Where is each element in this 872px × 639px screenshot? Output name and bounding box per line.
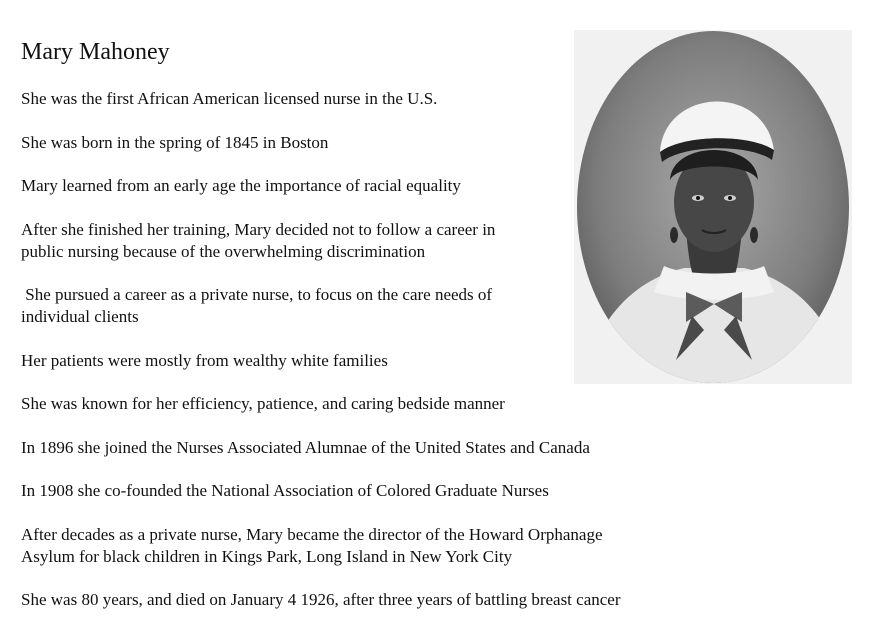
fact-item: After she finished her training, Mary decided not to follow a career in public nursing because of the overwhelming discrimination [21,219,496,261]
pupil-left [696,196,700,200]
fact-item: She pursued a career as a private nurse, to focus on the care needs of individual clients [21,285,493,326]
portrait-photo [574,30,852,384]
fact-item: In 1908 she co-founded the National Association of Colored Graduate Nurses [21,481,549,500]
fact-item: She was 80 years, and died on January 4 1926, after three years of battling breast cancer [21,590,621,609]
fact-item: After decades as a private nurse, Mary became the director of the Howard Orphanage Asylum for black children in Kings Park, Long Island in New York City [21,524,603,566]
pupil-right [728,196,732,200]
fact-item: Mary learned from an early age the importance of racial equality [21,176,461,195]
earring-left [670,227,678,243]
fact-item: She was born in the spring of 1845 in Boston [21,132,329,152]
fact-item: She was the first African American licensed nurse in the U.S. [21,89,438,108]
fact-item: She was known for her efficiency, patience, and caring bedside manner [21,394,505,413]
fact-item: In 1896 she joined the Nurses Associated Alumnae of the United States and Canada [21,437,590,457]
page-title: Mary Mahoney [21,39,170,65]
portrait-illustration [574,30,852,384]
earring-right [750,227,758,243]
fact-item: Her patients were mostly from wealthy white families [21,350,388,370]
